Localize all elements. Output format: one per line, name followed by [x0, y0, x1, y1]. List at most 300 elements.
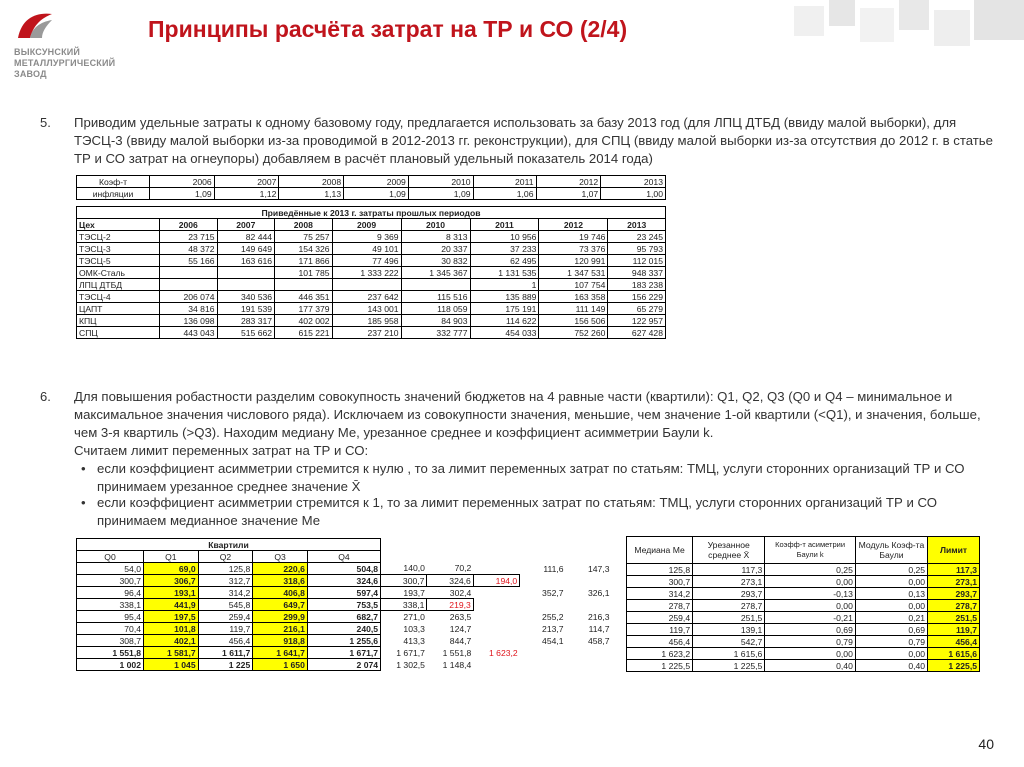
stats-cell: 300,7: [627, 576, 693, 588]
quartile-cell: 1 650: [253, 659, 308, 671]
value-cell: 177 379: [275, 303, 333, 315]
quartile-cell: 1 671,7: [307, 647, 380, 659]
stats-cell: 0,00: [855, 576, 927, 588]
inflation-value: 1,06: [473, 188, 536, 200]
calc-cell: 263,5: [449, 611, 472, 622]
value-cell: 627 428: [608, 327, 666, 339]
calc-cell: [473, 623, 519, 635]
value-cell: 111 149: [539, 303, 608, 315]
value-cell: 115 516: [401, 291, 470, 303]
inflation-value: 1,09: [150, 188, 215, 200]
stats-cell: 0,00: [765, 600, 856, 612]
year-cell: 2006: [150, 176, 215, 188]
quartile-cell: 649,7: [253, 599, 308, 611]
row-label-cell: ОМК-Сталь: [77, 267, 160, 279]
calc-cell: 1 302,5: [381, 659, 427, 671]
calc-cell: 70,2: [454, 563, 472, 574]
inflation-value: 1,09: [408, 188, 473, 200]
inflation-label-2: инфляции: [77, 188, 150, 200]
stats-cell: 542,7: [693, 636, 765, 648]
inflation-value: 1,07: [536, 188, 601, 200]
logo-mark-icon: [16, 10, 54, 40]
limit-cell: 117,3: [928, 564, 980, 576]
quartile-cell: 300,7: [77, 575, 144, 587]
stats-header-cell: Коэфф-т асиметрии Баули k: [765, 537, 856, 564]
quartile-cell: 240,5: [307, 623, 380, 635]
costs-table: [76, 206, 666, 339]
value-cell: [332, 279, 401, 291]
value-cell: 443 043: [160, 327, 218, 339]
quartile-cell: 1 045: [144, 659, 199, 671]
row-label-cell: ЦАПТ: [77, 303, 160, 315]
value-cell: 120 991: [539, 255, 608, 267]
calc-cell: 352,7: [542, 587, 564, 598]
page-number: 40: [978, 736, 994, 752]
value-cell: 77 496: [332, 255, 401, 267]
table-row: [77, 255, 666, 267]
value-cell: 82 444: [217, 231, 275, 243]
quartile-cell: 545,8: [198, 599, 253, 611]
stats-cell: 314,2: [627, 588, 693, 600]
year-cell: 2011: [473, 176, 536, 188]
stats-cell: -0,21: [765, 612, 856, 624]
quartile-cell: 2 074: [307, 659, 380, 671]
value-cell: 62 495: [470, 255, 539, 267]
calc-cell: 300,7: [381, 575, 427, 587]
quartile-header-cell: Q2: [198, 551, 253, 563]
calc-cell: 147,3: [587, 563, 610, 574]
value-cell: 34 816: [160, 303, 218, 315]
calc-cell: 213,7: [542, 623, 564, 634]
quartile-cell: 306,7: [144, 575, 199, 587]
value-cell: 136 098: [160, 315, 218, 327]
stats-cell: 0,69: [855, 624, 927, 636]
calc-cell: 103,3: [381, 623, 427, 635]
table-row: [627, 588, 980, 600]
table-row: [627, 624, 980, 636]
value-cell: 1 345 367: [401, 267, 470, 279]
stats-cell: 0,13: [855, 588, 927, 600]
value-cell: 48 372: [160, 243, 218, 255]
bullet-2: [81, 494, 997, 530]
stats-cell: 0,40: [855, 660, 927, 672]
calc-cell: 1 551,8: [442, 647, 472, 658]
quartile-header-cell: Q4: [307, 551, 380, 563]
value-cell: 10 956: [470, 231, 539, 243]
value-cell: 156 229: [608, 291, 666, 303]
logo-line-3: ЗАВОД: [14, 69, 47, 79]
quartile-header-cell: Q3: [253, 551, 308, 563]
stats-cell: 1 225,5: [627, 660, 693, 672]
limit-cell: 251,5: [928, 612, 980, 624]
quartile-cell: 1 551,8: [77, 647, 144, 659]
value-cell: 183 238: [608, 279, 666, 291]
value-cell: 20 337: [401, 243, 470, 255]
calc-cell: [520, 575, 566, 587]
value-cell: 84 903: [401, 315, 470, 327]
value-cell: 19 746: [539, 231, 608, 243]
value-cell: 171 866: [275, 255, 333, 267]
row-label-cell: ТЭСЦ-3: [77, 243, 160, 255]
calc-cell: [473, 659, 519, 671]
calc-cell: 302,4: [449, 587, 472, 598]
stats-cell: 0,79: [765, 636, 856, 648]
costs-header-cell: 2008: [275, 219, 333, 231]
logo-line-2: МЕТАЛЛУРГИЧЕСКИЙ: [14, 58, 116, 68]
value-cell: 101 785: [275, 267, 333, 279]
value-cell: [160, 279, 218, 291]
row-label-cell: ТЭСЦ-5: [77, 255, 160, 267]
quartile-cell: 682,7: [307, 611, 380, 623]
value-cell: 1: [470, 279, 539, 291]
row-label-cell: КПЦ: [77, 315, 160, 327]
value-cell: 23 715: [160, 231, 218, 243]
stats-cell: 0,40: [765, 660, 856, 672]
value-cell: 237 210: [332, 327, 401, 339]
value-cell: 237 642: [332, 291, 401, 303]
table-row: [77, 647, 612, 659]
value-cell: 49 101: [332, 243, 401, 255]
calc-cell: 193,7: [381, 587, 427, 599]
bullet-dot-icon: •: [81, 461, 86, 476]
value-cell: 122 957: [608, 315, 666, 327]
calc-cell: [473, 635, 519, 647]
row-label-cell: ТЭСЦ-4: [77, 291, 160, 303]
year-cell: 2009: [344, 176, 409, 188]
bullet-1-text: если коэффициент асимметрии стремится к нулю , то за лимит переменных затрат по статьям: ТМЦ, услуги сторонних организаций ТР и СО принимаем урезанное среднее значение X̄: [97, 461, 965, 494]
value-cell: 1 333 222: [332, 267, 401, 279]
year-cell: 2007: [214, 176, 279, 188]
stats-cell: 0,00: [765, 576, 856, 588]
value-cell: 107 754: [539, 279, 608, 291]
costs-header-cell: 2009: [332, 219, 401, 231]
point-5-text: Приводим удельные затраты к одному базовому году, предлагается использовать за базу 2013 год (для ЛПЦ ДТБД (ввиду малой выборки), для ТЭСЦ-3 (ввиду малой выборки из-за проводимой в 2012-2013 гг. реконструкции), для СПЦ (ввиду малой выборки из-за отсутствия до 2012 г. в статье ТР и СО затрат на огнеупоры) добавляем в расчёт плановый удельный показатель 2014 года): [74, 115, 994, 166]
calc-cell: [566, 575, 611, 587]
quartile-cell: 259,4: [198, 611, 253, 623]
calc-cell: 844,7: [449, 635, 472, 646]
quartile-cell: 406,8: [253, 587, 308, 599]
quartile-cell: 1 581,7: [144, 647, 199, 659]
stats-header-cell: Модуль Коэф-та Баули: [855, 537, 927, 564]
quartile-cell: 441,9: [144, 599, 199, 611]
quartile-header-cell: Q0: [77, 551, 144, 563]
stats-header-cell: Лимит: [928, 537, 980, 564]
stats-cell: 278,7: [627, 600, 693, 612]
quartile-cell: 308,7: [77, 635, 144, 647]
calc-cell: [473, 599, 519, 611]
calc-cell: 219,3: [427, 599, 473, 611]
value-cell: 8 313: [401, 231, 470, 243]
limit-cell: 119,7: [928, 624, 980, 636]
bullet-1: [81, 460, 997, 496]
calc-cell: 454,1: [542, 635, 564, 646]
stats-cell: 0,25: [855, 564, 927, 576]
quartile-cell: 216,1: [253, 623, 308, 635]
table-row: [77, 303, 666, 315]
calc-cell: 1 671,7: [381, 647, 427, 659]
quartile-cell: 1 641,7: [253, 647, 308, 659]
calc-cell: 458,7: [587, 635, 610, 646]
quartile-cell: 299,9: [253, 611, 308, 623]
table-row: [77, 575, 612, 587]
value-cell: 454 033: [470, 327, 539, 339]
table-row: [77, 243, 666, 255]
bullet-2-text: если коэффициент асимметрии стремится к 1, то за лимит переменных затрат по статьям: ТМЦ, услуги сторонних организаций ТР и СО принимаем медианное значение Ме: [97, 495, 937, 528]
value-cell: 154 326: [275, 243, 333, 255]
page-title: Принципы расчёта затрат на ТР и СО (2/4): [148, 16, 628, 42]
stats-cell: 273,1: [693, 576, 765, 588]
calc-cell: 324,6: [427, 575, 473, 587]
quartile-cell: 338,1: [77, 599, 144, 611]
inflation-values-row: [77, 188, 666, 200]
table-row: [77, 279, 666, 291]
quartile-cell: 125,8: [198, 563, 253, 575]
quartile-cell: 54,0: [77, 563, 144, 575]
stats-table: [626, 536, 980, 672]
quartile-cell: 95,4: [77, 611, 144, 623]
value-cell: 114 622: [470, 315, 539, 327]
quartile-header-cell: Q1: [144, 551, 199, 563]
calc-cell: 338,1: [381, 599, 427, 611]
stats-cell: 0,79: [855, 636, 927, 648]
quartile-cell: 504,8: [307, 563, 380, 575]
calc-cell: [566, 599, 611, 611]
row-label-cell: ТЭСЦ-2: [77, 231, 160, 243]
calc-cell: 326,1: [587, 587, 610, 598]
value-cell: [217, 267, 275, 279]
value-cell: 135 889: [470, 291, 539, 303]
calc-cell: [520, 659, 566, 671]
calc-cell: [520, 599, 566, 611]
value-cell: 191 539: [217, 303, 275, 315]
stats-cell: 1 623,2: [627, 648, 693, 660]
limit-cell: 278,7: [928, 600, 980, 612]
value-cell: 752 260: [539, 327, 608, 339]
limit-cell: 1 615,6: [928, 648, 980, 660]
quartiles-header-row: [77, 551, 612, 563]
inflation-value: 1,09: [344, 188, 409, 200]
quartiles-title: Квартили: [77, 539, 381, 551]
year-cell: 2013: [601, 176, 666, 188]
table-row: [627, 660, 980, 672]
stats-header-row: [627, 537, 980, 564]
costs-header-cell: 2013: [608, 219, 666, 231]
table-row: [627, 600, 980, 612]
costs-header-row: [77, 219, 666, 231]
quartile-cell: 597,4: [307, 587, 380, 599]
table-row: [77, 635, 612, 647]
value-cell: 948 337: [608, 267, 666, 279]
calc-cell: [473, 563, 519, 575]
inflation-label-1: Коэф-т: [77, 176, 150, 188]
quartile-cell: 1 002: [77, 659, 144, 671]
quartile-cell: 101,8: [144, 623, 199, 635]
value-cell: 615 221: [275, 327, 333, 339]
company-logo: [14, 10, 139, 80]
value-cell: 1 131 535: [470, 267, 539, 279]
table-row: [77, 599, 612, 611]
table-row: [77, 659, 612, 671]
inflation-table: [76, 175, 666, 200]
table-row: [77, 267, 666, 279]
value-cell: 143 001: [332, 303, 401, 315]
table-row: [627, 612, 980, 624]
calc-cell: 194,0: [473, 575, 519, 587]
value-cell: [275, 279, 333, 291]
table-row: [627, 636, 980, 648]
value-cell: 112 015: [608, 255, 666, 267]
quartile-cell: 69,0: [144, 563, 199, 575]
costs-header-cell: 2012: [539, 219, 608, 231]
value-cell: 340 536: [217, 291, 275, 303]
quartiles-table: [76, 538, 612, 671]
table-row: [627, 576, 980, 588]
costs-header-cell: 2006: [160, 219, 218, 231]
value-cell: 283 317: [217, 315, 275, 327]
calc-cell: [566, 647, 611, 659]
stats-cell: 0,00: [855, 600, 927, 612]
value-cell: 446 351: [275, 291, 333, 303]
inflation-years-row: [77, 176, 666, 188]
table-row: [77, 291, 666, 303]
stats-header-cell: Урезанное среднее X̄: [693, 537, 765, 564]
value-cell: [401, 279, 470, 291]
value-cell: 163 358: [539, 291, 608, 303]
quartile-cell: 753,5: [307, 599, 380, 611]
stats-header-cell: Медиана Ме: [627, 537, 693, 564]
quartile-cell: 70,4: [77, 623, 144, 635]
point-6-text: Для повышения робастности разделим совокупность значений бюджетов на 4 равные части (квартили): Q1, Q2, Q3 (Q0 и Q4 – минимальное и максимальное значения числового ряда). Исключаем из совокупности значения, меньшие, чем значение 1-ой квартили (<Q1), и значения, больше, чем 3-я квартиль (>Q3). Находим медиану Ме, урезанное среднее и коэффициент асимметрии Баули k.: [74, 389, 981, 440]
quartile-cell: 119,7: [198, 623, 253, 635]
value-cell: 118 059: [401, 303, 470, 315]
value-cell: 206 074: [160, 291, 218, 303]
calc-cell: 413,3: [381, 635, 427, 647]
quartile-cell: 220,6: [253, 563, 308, 575]
row-label-cell: ЛПЦ ДТБД: [77, 279, 160, 291]
table-row: [77, 623, 612, 635]
inflation-value: 1,12: [214, 188, 279, 200]
value-cell: 185 958: [332, 315, 401, 327]
value-cell: 149 649: [217, 243, 275, 255]
quartile-cell: 197,5: [144, 611, 199, 623]
costs-header-cell: 2010: [401, 219, 470, 231]
point-6-number: 6.: [40, 389, 51, 404]
year-cell: 2010: [408, 176, 473, 188]
inflation-value: 1,00: [601, 188, 666, 200]
table-row: [627, 564, 980, 576]
quartile-cell: 312,7: [198, 575, 253, 587]
value-cell: 55 166: [160, 255, 218, 267]
stats-cell: 1 615,6: [693, 648, 765, 660]
costs-table-title: Приведённые к 2013 г. затраты прошлых периодов: [77, 207, 666, 219]
quartile-cell: 402,1: [144, 635, 199, 647]
limit-cell: 456,4: [928, 636, 980, 648]
stats-cell: 259,4: [627, 612, 693, 624]
quartile-cell: 1 225: [198, 659, 253, 671]
value-cell: 23 245: [608, 231, 666, 243]
stats-cell: 139,1: [693, 624, 765, 636]
quartile-cell: 324,6: [307, 575, 380, 587]
costs-header-cell: 2007: [217, 219, 275, 231]
calc-cell: 140,0: [381, 563, 427, 575]
value-cell: 75 257: [275, 231, 333, 243]
calc-cell: [520, 647, 566, 659]
stats-cell: 0,00: [855, 648, 927, 660]
calc-cell: 111,6: [543, 563, 564, 574]
stats-cell: 0,69: [765, 624, 856, 636]
value-cell: 332 777: [401, 327, 470, 339]
calc-cell: [473, 587, 519, 599]
costs-header-cell: Цех: [77, 219, 160, 231]
value-cell: 156 506: [539, 315, 608, 327]
quartile-cell: 193,1: [144, 587, 199, 599]
stats-cell: 251,5: [693, 612, 765, 624]
table-row: [77, 231, 666, 243]
calc-cell: 114,7: [588, 623, 610, 634]
stats-cell: 0,00: [765, 648, 856, 660]
table-row: [77, 563, 612, 575]
stats-cell: 0,21: [855, 612, 927, 624]
table-row: [77, 315, 666, 327]
stats-cell: 278,7: [693, 600, 765, 612]
year-cell: 2008: [279, 176, 344, 188]
calc-cell: 1 148,4: [442, 659, 472, 670]
stats-cell: 0,25: [765, 564, 856, 576]
stats-cell: 293,7: [693, 588, 765, 600]
calc-cell: 124,7: [449, 623, 472, 634]
stats-cell: 125,8: [627, 564, 693, 576]
quartile-cell: 456,4: [198, 635, 253, 647]
quartile-cell: 1 611,7: [198, 647, 253, 659]
value-cell: 65 279: [608, 303, 666, 315]
quartile-cell: 918,8: [253, 635, 308, 647]
quartile-cell: 1 255,6: [307, 635, 380, 647]
limit-cell: 273,1: [928, 576, 980, 588]
calc-cell: 216,3: [587, 611, 610, 622]
inflation-value: 1,13: [279, 188, 344, 200]
calc-cell: 1 623,2: [489, 647, 518, 658]
value-cell: 1 347 531: [539, 267, 608, 279]
point-5-number: 5.: [40, 115, 51, 130]
row-label-cell: СПЦ: [77, 327, 160, 339]
limit-cell: 293,7: [928, 588, 980, 600]
value-cell: [217, 279, 275, 291]
value-cell: 73 376: [539, 243, 608, 255]
table-row: [77, 611, 612, 623]
value-cell: 515 662: [217, 327, 275, 339]
table-row: [77, 327, 666, 339]
stats-cell: 117,3: [693, 564, 765, 576]
quartile-cell: 96,4: [77, 587, 144, 599]
point-6-subtitle: Считаем лимит переменных затрат на ТР и СО:: [74, 443, 369, 458]
table-row: [77, 587, 612, 599]
value-cell: [160, 267, 218, 279]
limit-cell: 1 225,5: [928, 660, 980, 672]
value-cell: 175 191: [470, 303, 539, 315]
calc-cell: 255,2: [542, 611, 564, 622]
logo-line-1: ВЫКСУНСКИЙ: [14, 47, 81, 57]
stats-cell: -0,13: [765, 588, 856, 600]
quartile-cell: 314,2: [198, 587, 253, 599]
stats-cell: 1 225,5: [693, 660, 765, 672]
corner-decoration: [734, 0, 1024, 50]
quartile-cell: 318,6: [253, 575, 308, 587]
bullet-dot-icon: •: [81, 495, 86, 510]
costs-header-cell: 2011: [470, 219, 539, 231]
value-cell: 30 832: [401, 255, 470, 267]
stats-cell: 456,4: [627, 636, 693, 648]
value-cell: 37 233: [470, 243, 539, 255]
